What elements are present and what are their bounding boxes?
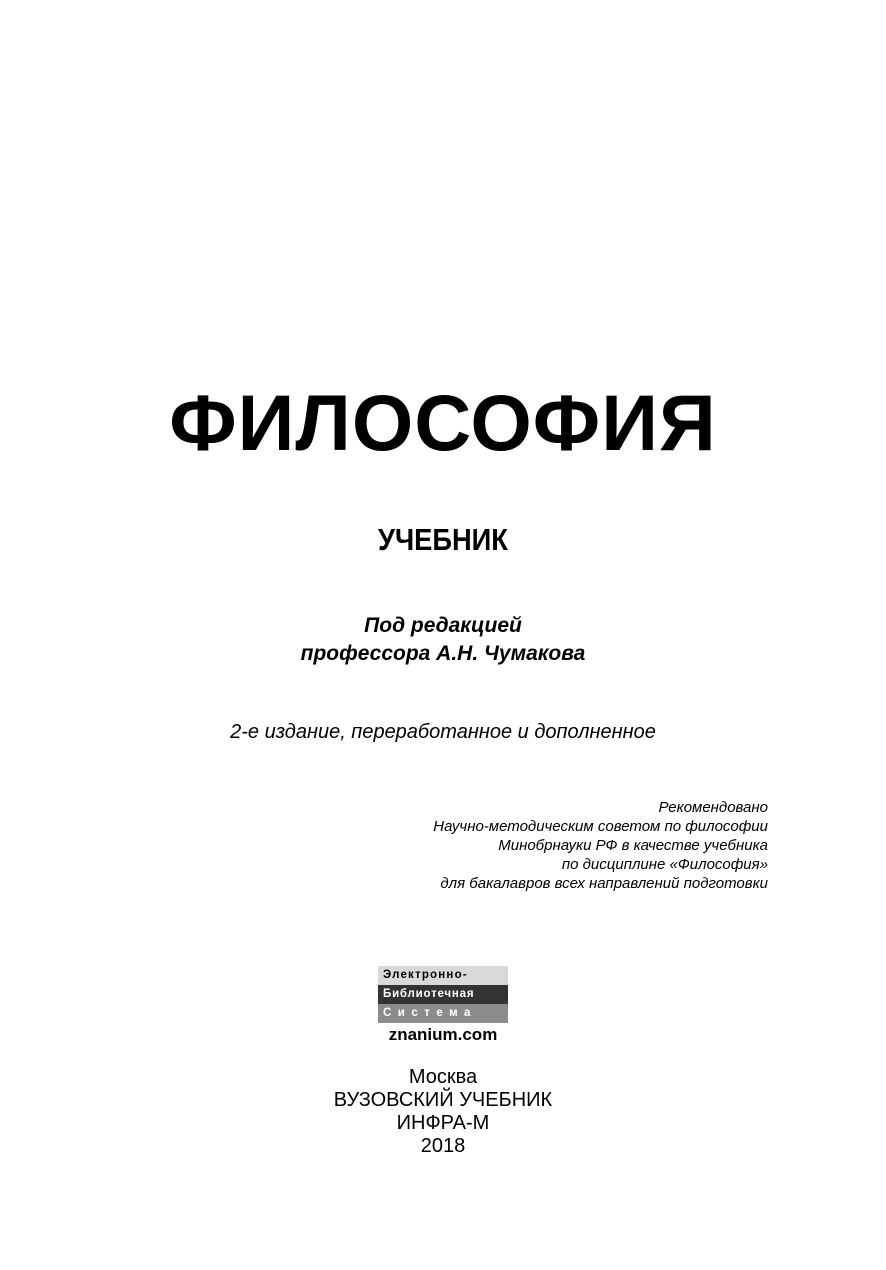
editor-line-2: профессора А.Н. Чумакова <box>300 642 586 665</box>
logo-line-3: Система <box>378 1004 508 1023</box>
imprint-year: 2018 <box>420 1135 466 1157</box>
logo-line-1: Электронно- <box>378 966 508 985</box>
imprint-publisher-1: ВУЗОВСКИЙ УЧЕБНИК <box>333 1089 553 1111</box>
imprint-block <box>0 1066 886 1158</box>
recommendation-block <box>433 798 768 893</box>
recommendation-line: Научно-методическим советом по философии <box>433 818 768 835</box>
recommendation-line: Рекомендовано <box>658 799 768 816</box>
logo-line-2: Библиотечная <box>378 985 508 1004</box>
edition-note: 2-е издание, переработанное и дополненное <box>230 721 656 743</box>
logo-url: znanium.com <box>388 1025 498 1044</box>
recommendation-line: по дисциплине «Философия» <box>561 856 768 873</box>
book-title: ФИЛОСОФИЯ <box>169 378 717 467</box>
editor-block <box>0 612 886 668</box>
recommendation-line: Минобрнауки РФ в качестве учебника <box>498 837 768 854</box>
imprint-city: Москва <box>408 1066 478 1088</box>
editor-line-1: Под редакцией <box>364 614 522 637</box>
znanium-logo <box>378 966 508 1046</box>
imprint-publisher-2: ИНФРА-М <box>396 1112 490 1134</box>
book-subtitle: УЧЕБНИК <box>378 522 508 557</box>
recommendation-line: для бакалавров всех направлений подготовки <box>440 875 768 892</box>
